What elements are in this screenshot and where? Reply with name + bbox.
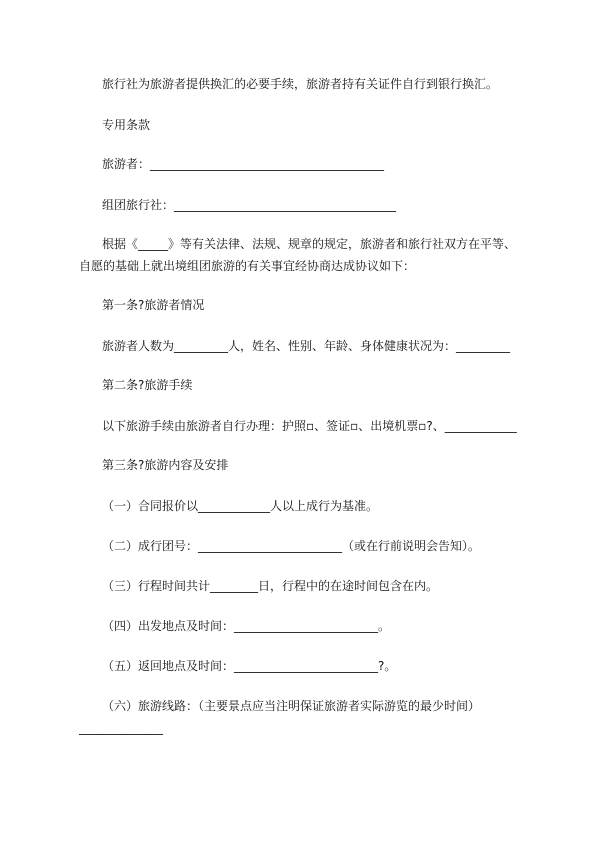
paragraph-currency-exchange: 旅行社为旅游者提供换汇的必要手续，旅游者持有关证件自行到银行换汇。: [102, 77, 499, 91]
paragraph-agreement-intro-cont: 自愿的基础上就出境组团旅游的有关事宜经协商达成协议如下：: [79, 259, 416, 273]
item-2-group-number: （二）成行团号：________________________（或在行前说明会告知）。: [102, 539, 481, 553]
item-5-return: （五）返回地点及时间：________________________?。: [102, 659, 397, 673]
article-1-heading: 第一条?旅游者情况: [102, 298, 205, 312]
item-6-route-blank: ______________: [79, 721, 163, 735]
agency-field-line: 组团旅行社：_____________________________________: [102, 198, 397, 212]
article-3-heading: 第三条?旅游内容及安排: [102, 458, 229, 472]
item-3-duration: （三）行程时间共计________日，行程中的在途时间包含在内。: [102, 579, 439, 593]
heading-special-terms: 专用条款: [102, 118, 151, 132]
paragraph-agreement-intro: 根据《_____》等有关法律、法规、规章的规定，旅游者和旅行社双方在平等、: [102, 237, 517, 251]
item-1-quote-basis: （一）合同报价以____________人以上成行为基准。: [102, 499, 379, 513]
travel-procedures-line: 以下旅游手续由旅游者自行办理：护照▫、签证▫、出境机票▫?、____________: [102, 419, 517, 433]
item-6-route: （六）旅游线路：（主要景点应当注明保证旅游者实际游览的最少时间）: [102, 699, 481, 713]
article-2-heading: 第二条?旅游手续: [102, 378, 193, 392]
item-4-departure: （四）出发地点及时间：________________________。: [102, 619, 391, 633]
tourist-count-line: 旅游者人数为_________人，姓名、性别、年龄、身体健康状况为：_________: [102, 339, 511, 353]
tourist-field-line: 旅游者：_______________________________________: [102, 157, 385, 171]
